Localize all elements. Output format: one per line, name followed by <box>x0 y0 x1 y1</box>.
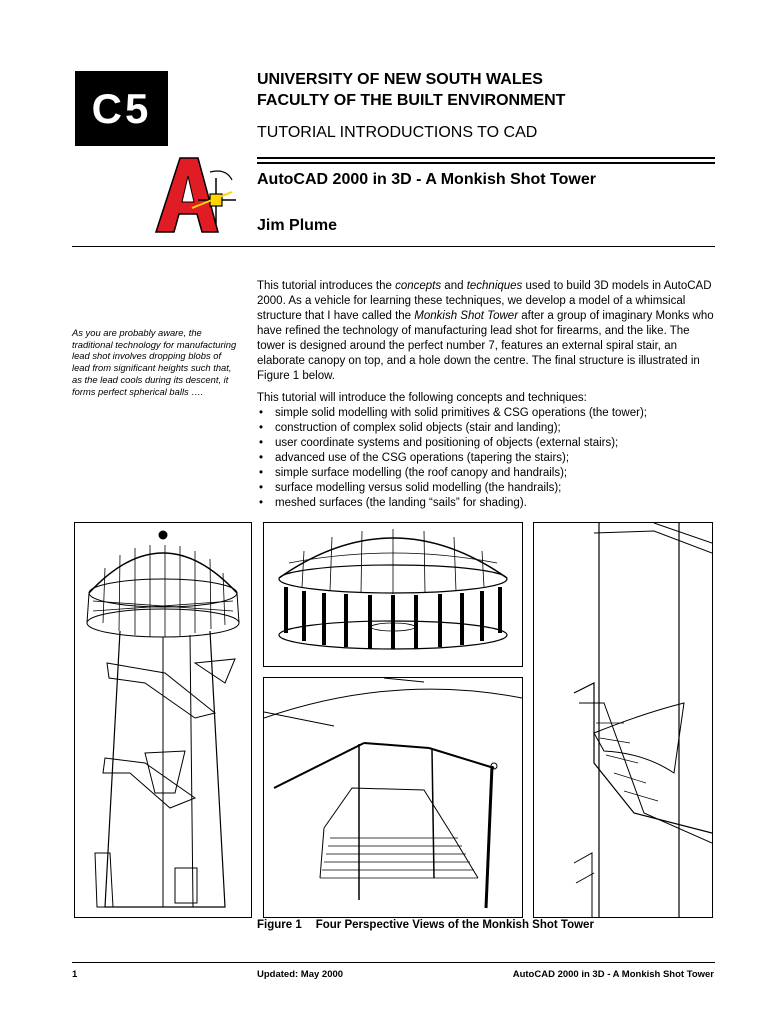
section-rule <box>72 246 715 247</box>
intro-text-1: This tutorial introduces the <box>257 280 396 292</box>
figure-view-canopy <box>263 522 523 667</box>
canopy-drawing <box>264 523 522 666</box>
faculty-heading: FACULTY OF THE BUILT ENVIRONMENT <box>257 92 566 109</box>
series-heading: TUTORIAL INTRODUCTIONS TO CAD <box>257 124 538 141</box>
intro-techniques: techniques <box>466 280 523 292</box>
figure-label: Figure 1 <box>257 919 302 931</box>
autocad-logo <box>152 152 240 238</box>
tower-drawing <box>75 523 251 917</box>
figure-caption-text: Four Perspective Views of the Monkish Shot Tower <box>315 919 594 931</box>
university-heading: UNIVERSITY OF NEW SOUTH WALES <box>257 71 543 88</box>
author-name: Jim Plume <box>257 217 338 234</box>
list-item: • construction of complex solid objects (stair and landing); <box>257 421 719 436</box>
spiral-drawing <box>534 523 712 917</box>
intro-paragraph <box>257 279 719 384</box>
intro-text-2: and <box>441 280 467 292</box>
chapter-badge <box>75 71 168 146</box>
list-item: • advanced use of the CSG operations (tapering the stairs); <box>257 451 719 466</box>
list-item: • user coordinate systems and positioning of objects (external stairs); <box>257 436 719 451</box>
header-rule-top <box>257 157 715 159</box>
list-item: • simple surface modelling (the roof canopy and handrails); <box>257 466 719 481</box>
intro-tower-name: Monkish Shot Tower <box>414 310 519 322</box>
header-rule-bottom <box>257 162 715 164</box>
figure-view-tower <box>74 522 252 918</box>
intro-text-3: used to build 3D models in AutoCAD 2000. As a vehicle for learning these techniques, we develop a model of a whimsical structure that I have called the <box>257 280 712 322</box>
figure-caption <box>257 919 594 931</box>
document-title: AutoCAD 2000 in 3D - A Monkish Shot Tower <box>257 171 596 188</box>
techniques-intro: This tutorial will introduce the following concepts and techniques: <box>257 392 587 404</box>
intro-text-4: after a group of imaginary Monks who have refined the technology of manufacturing lead shot for firearms, and the like. The tower is designed around the perfect number 7, features an external spiral stair, an elaborate canopy on top, and a hole down the centre. The final structure is illustrated in Figure 1 below. <box>257 310 714 382</box>
figure-view-stair <box>263 677 523 918</box>
chapter-badge-label: C5 <box>91 84 152 132</box>
techniques-list <box>257 406 719 511</box>
footer-title: AutoCAD 2000 in 3D - A Monkish Shot Tower <box>512 969 714 980</box>
sidenote: As you are probably aware, the traditional technology for manufacturing lead shot involves dropping blobs of lead from significant heights such that, as the lead cools during its descent, it forms perfect spherical balls …. <box>72 327 237 397</box>
updated-date: Updated: May 2000 <box>257 969 344 980</box>
autocad-logo-icon <box>152 152 240 238</box>
list-item: • surface modelling versus solid modelling (the handrails); <box>257 481 719 496</box>
stair-drawing <box>264 678 522 917</box>
list-item: • meshed surfaces (the landing “sails” for shading). <box>257 496 719 511</box>
list-item: • simple solid modelling with solid primitives & CSG operations (the tower); <box>257 406 719 421</box>
figure-view-spiral <box>533 522 713 918</box>
page-number: 1 <box>72 969 78 980</box>
intro-concepts: concepts <box>395 280 442 292</box>
footer-rule <box>72 962 715 963</box>
